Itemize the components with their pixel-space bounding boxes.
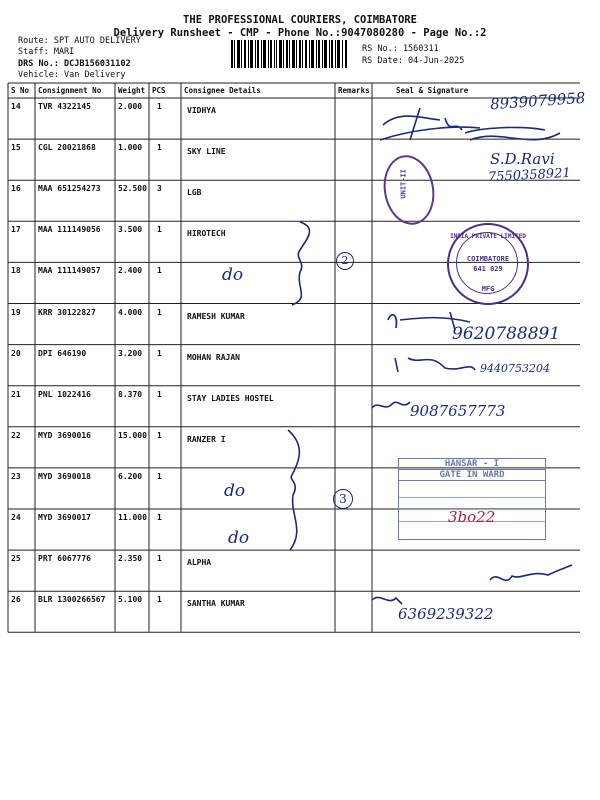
cell-name: RANZER I bbox=[187, 434, 226, 444]
cell-pcs: 1 bbox=[157, 389, 162, 399]
cell-name: VIDHYA bbox=[187, 106, 216, 115]
cell-cons: KRR 30122827 bbox=[38, 307, 96, 317]
cell-pcs: 1 bbox=[157, 554, 162, 564]
cell-pcs: 1 bbox=[157, 471, 162, 481]
cell-cons: MYD 3690018 bbox=[38, 471, 91, 481]
gate-inward-stamp bbox=[398, 458, 546, 540]
ditto-mark-row24: do bbox=[228, 528, 250, 548]
cell-sno: 23 bbox=[11, 471, 21, 481]
phone-row21: 9087657773 bbox=[410, 402, 506, 420]
staff-label: Staff: MARI bbox=[18, 47, 75, 57]
cell-sno: 14 bbox=[11, 102, 21, 111]
cell-cons: MAA 651254273 bbox=[38, 184, 101, 194]
cell-sno: 20 bbox=[11, 348, 21, 358]
cell-pcs: 1 bbox=[157, 307, 162, 317]
cell-cons: PNL 1022416 bbox=[38, 389, 91, 399]
cell-weight: 2.000 bbox=[118, 102, 143, 111]
cell-sno: 25 bbox=[11, 554, 21, 564]
cell-weight: 2.350 bbox=[118, 554, 143, 564]
cell-sno: 17 bbox=[11, 225, 21, 235]
cell-sno: 26 bbox=[11, 595, 21, 605]
cell-cons: MAA 111149056 bbox=[38, 225, 101, 235]
cell-weight: 1.000 bbox=[118, 143, 143, 153]
cell-name: SANTHA KUMAR bbox=[187, 599, 245, 609]
seal-text-top: INDIA PRIVATE LIMITED bbox=[450, 233, 526, 240]
phone-row14: 8939079958 bbox=[489, 88, 586, 114]
cell-cons: CGL 20021868 bbox=[38, 143, 96, 153]
seal-text-pin: 641 029 bbox=[473, 265, 503, 273]
cell-weight: 3.500 bbox=[118, 225, 143, 235]
seal-text-bottom: MFG bbox=[481, 285, 495, 293]
signature-row21 bbox=[372, 402, 410, 408]
cell-pcs: 1 bbox=[157, 513, 162, 522]
cell-weight: 4.000 bbox=[118, 307, 143, 317]
cell-sno: 18 bbox=[11, 266, 21, 276]
runsheet-subtitle: Delivery Runsheet - CMP - Phone No.:9047080280 - Page No.:2 bbox=[113, 27, 487, 39]
cell-weight: 6.200 bbox=[118, 471, 143, 481]
signature-row26 bbox=[372, 597, 402, 604]
cell-weight: 5.100 bbox=[118, 595, 143, 605]
cell-pcs: 3 bbox=[157, 184, 162, 194]
cell-pcs: 1 bbox=[157, 348, 162, 358]
cell-pcs: 1 bbox=[157, 225, 162, 235]
col-header-consignment: Consignment No bbox=[38, 86, 102, 95]
oval-stamp-text: UNIT-II bbox=[399, 169, 408, 199]
cell-weight: 2.400 bbox=[118, 266, 143, 276]
cell-cons: DPI 646190 bbox=[38, 348, 87, 358]
name-row15: S.D.Ravi bbox=[490, 150, 555, 168]
cell-cons: MAA 111149057 bbox=[38, 266, 101, 276]
cell-pcs: 1 bbox=[157, 430, 162, 440]
cell-sno: 24 bbox=[11, 513, 21, 522]
ditto-mark-row23: do bbox=[224, 481, 246, 501]
rs-date: RS Date: 04-Jun-2025 bbox=[362, 56, 465, 66]
cell-name: SKY LINE bbox=[187, 147, 226, 157]
brace-rows17-18 bbox=[292, 222, 310, 305]
phone-row20: 9440753204 bbox=[480, 362, 550, 375]
cell-cons: BLR 1300266567 bbox=[38, 595, 106, 605]
cell-pcs: 1 bbox=[157, 595, 162, 605]
gate-stamp-subtitle: GATE IN WARD bbox=[399, 470, 545, 481]
cell-weight: 8.370 bbox=[118, 389, 143, 399]
col-header-pcs: PCS bbox=[152, 86, 166, 95]
cell-weight: 11.000 bbox=[118, 513, 147, 522]
seal-text-city: COIMBATORE bbox=[466, 255, 510, 263]
gate-stamp-title: HANSAR - I bbox=[399, 459, 545, 470]
route-label: Route: SPT AUTO DELIVERY bbox=[18, 36, 141, 46]
cell-pcs: 1 bbox=[157, 102, 162, 111]
cell-sno: 21 bbox=[11, 389, 21, 399]
gate-stamp-handnote: 3bo22 bbox=[448, 508, 496, 526]
cell-name: LGB bbox=[187, 188, 202, 198]
ditto-mark-row18: do bbox=[222, 265, 244, 285]
col-header-sno: S No bbox=[11, 86, 30, 95]
rs-number: RS No.: 1560311 bbox=[362, 44, 439, 54]
signature-row20 bbox=[395, 358, 475, 372]
circled-number-3: 3 bbox=[333, 489, 353, 509]
cell-cons: TVR 4322145 bbox=[38, 102, 91, 111]
cell-weight: 15.000 bbox=[118, 430, 147, 440]
cell-pcs: 1 bbox=[157, 266, 162, 276]
col-header-seal: Seal & Signature bbox=[396, 86, 469, 95]
phone-row19: 9620788891 bbox=[452, 324, 561, 344]
round-company-seal bbox=[447, 223, 529, 305]
cell-name: ALPHA bbox=[187, 558, 212, 568]
cell-name: HIROTECH bbox=[187, 229, 226, 239]
cell-cons: MYD 3690017 bbox=[38, 513, 91, 522]
drs-number: DRS No.: DCJB156031102 bbox=[18, 59, 131, 69]
cell-name: MOHAN RAJAN bbox=[187, 352, 240, 362]
col-header-weight: Weight bbox=[118, 86, 146, 95]
cell-weight: 3.200 bbox=[118, 348, 143, 358]
cell-name: STAY LADIES HOSTEL bbox=[187, 393, 274, 403]
cell-sno: 16 bbox=[11, 184, 21, 194]
brace-rows22-24 bbox=[288, 430, 299, 550]
cell-cons: MYD 3690016 bbox=[38, 430, 91, 440]
cell-sno: 19 bbox=[11, 307, 21, 317]
phone-row26: 6369239322 bbox=[398, 605, 494, 623]
cell-cons: PRT 6067776 bbox=[38, 554, 91, 564]
vehicle-label: Vehicle: Van Delivery bbox=[18, 70, 126, 80]
cell-name: RAMESH KUMAR bbox=[187, 311, 245, 321]
cell-pcs: 1 bbox=[157, 143, 162, 153]
cell-sno: 22 bbox=[11, 430, 21, 440]
cell-weight: 52.500 bbox=[118, 184, 147, 194]
col-header-remarks: Remarks bbox=[338, 86, 370, 95]
signature-row25 bbox=[490, 565, 572, 580]
signature-row14 bbox=[380, 108, 480, 140]
signature-row15 bbox=[465, 127, 560, 140]
company-title: THE PROFESSIONAL COURIERS, COIMBATORE bbox=[183, 14, 417, 26]
phone-row15: 7550358921 bbox=[487, 165, 572, 186]
cell-sno: 15 bbox=[11, 143, 21, 153]
col-header-consignee: Consignee Details bbox=[184, 86, 261, 95]
circled-number-2: 2 bbox=[336, 252, 354, 270]
